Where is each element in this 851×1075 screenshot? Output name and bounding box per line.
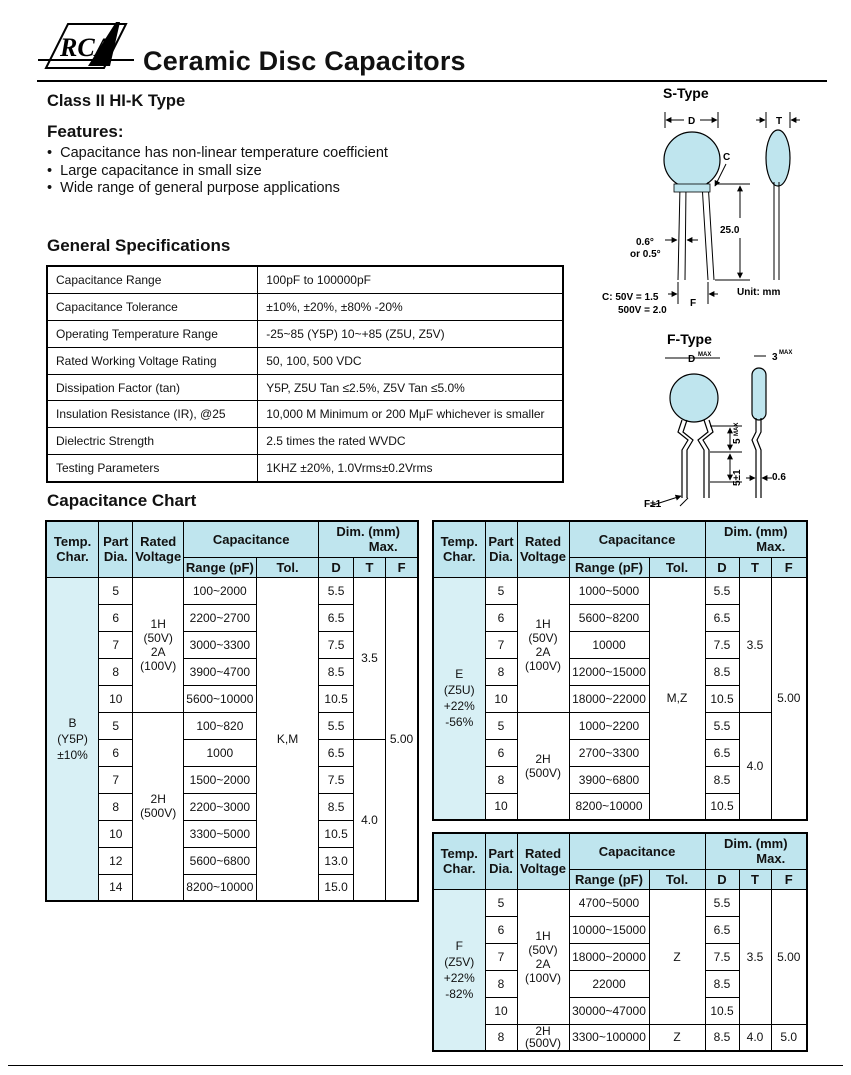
header-part-dia: Part Dia. (485, 521, 517, 577)
unit-label: Unit: mm (737, 287, 781, 298)
dim-d-cell: 10.5 (705, 685, 739, 712)
range-cell: 3000~3300 (183, 631, 256, 658)
capacitance-chart-heading: Capacitance Chart (47, 491, 197, 510)
header-d: D (319, 557, 353, 577)
s-type-lead-right (702, 182, 714, 280)
header-t: T (739, 557, 771, 577)
range-cell: 5600~6800 (183, 847, 256, 874)
header-dim: Dim. (mm) Max. (705, 833, 807, 869)
dim-f-cell: 5.00 (771, 577, 807, 820)
dim-d-cell: 6.5 (319, 604, 353, 631)
part-dia-cell: 5 (485, 889, 517, 916)
capacitance-table-b (45, 520, 419, 902)
header-rated-voltage: Rated Voltage (517, 833, 569, 889)
f-type-t-max: MAX (779, 350, 793, 356)
part-dia-cell: 7 (99, 631, 133, 658)
part-dia-cell: 6 (485, 739, 517, 766)
dim-t-cell: 4.0 (353, 739, 385, 901)
range-cell: 22000 (569, 970, 649, 997)
dim-d-cell: 5.5 (705, 889, 739, 916)
dim-d-cell: 7.5 (705, 631, 739, 658)
header-capacitance: Capacitance (569, 833, 705, 869)
spec-label: Capacitance Tolerance (47, 293, 258, 320)
part-dia-cell: 7 (485, 943, 517, 970)
range-cell: 1000 (183, 739, 256, 766)
table-row (46, 739, 418, 766)
range-cell: 12000~15000 (569, 658, 649, 685)
range-cell: 2200~3000 (183, 793, 256, 820)
header-range: Range (pF) (569, 869, 649, 889)
dim-t-cell: 3.5 (353, 577, 385, 739)
header-dim: Dim. (mm) Max. (319, 521, 418, 557)
range-cell: 8200~10000 (569, 793, 649, 820)
f-type-t-label: 3 (772, 352, 778, 363)
f-type-disc (670, 374, 718, 422)
general-specs-table (46, 265, 564, 483)
spec-label: Operating Temperature Range (47, 320, 258, 347)
s-type-title: S-Type (663, 85, 709, 101)
f-type-d-label: D (688, 354, 696, 365)
dim-t-cell: 3.5 (739, 889, 771, 1024)
spec-label: Capacitance Range (47, 266, 258, 293)
range-cell: 18000~20000 (569, 943, 649, 970)
temp-char-cell: E (Z5U) +22% -56% (433, 577, 485, 820)
s-type-lead-label-2: or 0.5° (630, 249, 661, 260)
header-range: Range (pF) (183, 557, 256, 577)
part-dia-cell: 6 (99, 604, 133, 631)
part-dia-cell: 6 (485, 604, 517, 631)
part-dia-cell: 14 (99, 874, 133, 901)
table-row (433, 889, 807, 916)
part-dia-cell: 10 (485, 793, 517, 820)
rated-voltage-cell: 1H (50V) 2A (100V) (517, 889, 569, 1024)
table-row (47, 293, 563, 320)
part-dia-cell: 8 (485, 658, 517, 685)
rated-voltage-cell: 2H (500V) (517, 1024, 569, 1051)
logo-text: RCA (60, 33, 113, 62)
f-type-title: F-Type (667, 331, 712, 347)
s-type-c-label: C (723, 152, 731, 163)
part-dia-cell: 12 (99, 847, 133, 874)
tol-cell: M,Z (649, 577, 705, 820)
f-type-d-max: MAX (698, 352, 712, 358)
header-capacitance: Capacitance (569, 521, 705, 557)
spec-label: Testing Parameters (47, 455, 258, 482)
s-type-f-label: F (690, 298, 697, 309)
range-cell: 5600~10000 (183, 685, 256, 712)
header-rated-voltage: Rated Voltage (133, 521, 184, 577)
spec-value: ±10%, ±20%, ±80% -20% (258, 293, 563, 320)
tol-cell: K,M (256, 577, 319, 901)
part-dia-cell: 10 (485, 685, 517, 712)
table-row (47, 374, 563, 401)
dim-d-cell: 6.5 (705, 604, 739, 631)
s-type-length-label: 25.0 (720, 225, 740, 236)
s-type-side-disc (766, 130, 790, 186)
part-dia-cell: 8 (485, 766, 517, 793)
spec-label: Dissipation Factor (tan) (47, 374, 258, 401)
page-subtitle: Class II HI-K Type (47, 92, 186, 110)
spec-value: Y5P, Z5U Tan ≤2.5%, Z5V Tan ≤5.0% (258, 374, 563, 401)
part-dia-cell: 10 (99, 685, 133, 712)
dim-d-cell: 10.5 (319, 820, 353, 847)
part-dia-cell: 5 (99, 712, 133, 739)
part-dia-cell: 8 (485, 1024, 517, 1051)
capacitance-table-e (432, 520, 808, 821)
s-type-disc (664, 132, 720, 188)
header-tol: Tol. (649, 869, 705, 889)
table-row (47, 455, 563, 482)
dim-d-cell: 5.5 (319, 577, 353, 604)
spec-value: 50, 100, 500 VDC (258, 347, 563, 374)
spec-value: 2.5 times the rated WVDC (258, 428, 563, 455)
range-cell: 8200~10000 (183, 874, 256, 901)
f-type-5-max: MAX (734, 422, 740, 436)
dim-d-cell: 7.5 (319, 766, 353, 793)
dim-d-cell: 8.5 (319, 658, 353, 685)
range-cell: 1500~2000 (183, 766, 256, 793)
capacitance-table-f (432, 832, 808, 1052)
range-cell: 10000~15000 (569, 916, 649, 943)
footer-divider (8, 1065, 843, 1066)
range-cell: 3300~100000 (569, 1024, 649, 1051)
rated-voltage-cell: 2H (500V) (517, 712, 569, 820)
feature-item: • Capacitance has non-linear temperature coefficient (47, 145, 388, 161)
range-cell: 1000~5000 (569, 577, 649, 604)
range-cell: 3900~4700 (183, 658, 256, 685)
s-type-t-label: T (776, 116, 783, 127)
dim-d-cell: 5.5 (705, 577, 739, 604)
dim-f-cell: 5.0 (771, 1024, 807, 1051)
table-row (433, 1024, 807, 1051)
f-type-5pm1-label: 5±1 (732, 469, 743, 486)
dim-d-cell: 10.5 (705, 997, 739, 1024)
range-cell: 10000 (569, 631, 649, 658)
dim-d-cell: 8.5 (705, 1024, 739, 1051)
header-temp-char: Temp. Char. (433, 521, 485, 577)
range-cell: 4700~5000 (569, 889, 649, 916)
dim-d-cell: 8.5 (705, 970, 739, 997)
table-row (47, 347, 563, 374)
header-d: D (705, 869, 739, 889)
range-cell: 2200~2700 (183, 604, 256, 631)
part-dia-cell: 5 (99, 577, 133, 604)
range-cell: 100~820 (183, 712, 256, 739)
part-dia-cell: 8 (485, 970, 517, 997)
header-f: F (771, 557, 807, 577)
f-type-5-label: 5 (732, 438, 743, 444)
dim-f-cell: 5.00 (771, 889, 807, 1024)
s-type-lead-left (678, 186, 686, 280)
tol-cell: Z (649, 1024, 705, 1051)
spec-value: 1KHZ ±20%, 1.0Vrms±0.2Vrms (258, 455, 563, 482)
s-type-diagram (590, 82, 830, 322)
header-range: Range (pF) (569, 557, 649, 577)
dim-d-cell: 7.5 (705, 943, 739, 970)
dim-f-cell: 5.00 (386, 577, 418, 901)
table-row (433, 577, 807, 604)
header-rated-voltage: Rated Voltage (517, 521, 569, 577)
general-specs-heading: General Specifications (47, 236, 231, 255)
f-type-f-label: F±1 (644, 499, 662, 510)
dim-d-cell: 7.5 (319, 631, 353, 658)
spec-value: 100pF to 100000pF (258, 266, 563, 293)
table-row (46, 577, 418, 604)
part-dia-cell: 8 (99, 658, 133, 685)
header-tol: Tol. (649, 557, 705, 577)
dim-d-cell: 10.5 (319, 685, 353, 712)
header-f: F (771, 869, 807, 889)
header-part-dia: Part Dia. (485, 833, 517, 889)
header-temp-char: Temp. Char. (433, 833, 485, 889)
part-dia-cell: 10 (99, 820, 133, 847)
features-list (47, 145, 388, 198)
company-logo (38, 18, 134, 70)
table-row (47, 401, 563, 428)
range-cell: 1000~2200 (569, 712, 649, 739)
spec-label: Dielectric Strength (47, 428, 258, 455)
header-f: F (386, 557, 418, 577)
feature-item: • Wide range of general purpose applications (47, 180, 340, 196)
dim-d-cell: 5.5 (705, 712, 739, 739)
part-dia-cell: 7 (485, 631, 517, 658)
spec-value: 10,000 M Minimum or 200 MμF whichever is smaller (258, 401, 563, 428)
range-cell: 30000~47000 (569, 997, 649, 1024)
part-dia-cell: 8 (99, 793, 133, 820)
f-type-side-disc (752, 368, 766, 420)
range-cell: 18000~22000 (569, 685, 649, 712)
rated-voltage-cell: 1H (50V) 2A (100V) (133, 577, 184, 712)
part-dia-cell: 7 (99, 766, 133, 793)
rated-voltage-cell: 2H (500V) (133, 712, 184, 901)
header-t: T (353, 557, 385, 577)
dim-d-cell: 8.5 (319, 793, 353, 820)
spec-value: -25~85 (Y5P) 10~+85 (Z5U, Z5V) (258, 320, 563, 347)
table-row (47, 320, 563, 347)
dim-d-cell: 6.5 (319, 739, 353, 766)
s-type-c-note: C: 50V = 1.5 (602, 292, 659, 303)
temp-char-cell: F (Z5V) +22% -82% (433, 889, 485, 1051)
header-temp-char: Temp. Char. (46, 521, 99, 577)
dim-d-cell: 6.5 (705, 916, 739, 943)
feature-item: • Large capacitance in small size (47, 162, 262, 179)
temp-char-cell: B (Y5P) ±10% (46, 577, 99, 901)
part-dia-cell: 6 (99, 739, 133, 766)
f-type-lead-label: 0.6 (772, 472, 786, 483)
s-type-c-note-2: 500V = 2.0 (618, 305, 667, 316)
features-heading: Features: (47, 122, 124, 141)
dim-t-cell: 3.5 (739, 577, 771, 712)
dim-d-cell: 6.5 (705, 739, 739, 766)
s-type-lead-label: 0.6° (636, 237, 654, 248)
tol-cell: Z (649, 889, 705, 1024)
s-type-d-label: D (688, 116, 696, 127)
table-row (47, 428, 563, 455)
page-title: Ceramic Disc Capacitors (143, 46, 466, 76)
spec-label: Insulation Resistance (IR), @25 (47, 401, 258, 428)
header-part-dia: Part Dia. (99, 521, 133, 577)
rated-voltage-cell: 1H (50V) 2A (100V) (517, 577, 569, 712)
dim-d-cell: 8.5 (705, 766, 739, 793)
range-cell: 3300~5000 (183, 820, 256, 847)
part-dia-cell: 10 (485, 997, 517, 1024)
header-d: D (705, 557, 739, 577)
dim-t-cell: 4.0 (739, 1024, 771, 1051)
part-dia-cell: 6 (485, 916, 517, 943)
header-dim: Dim. (mm) Max. (705, 521, 807, 557)
spec-label: Rated Working Voltage Rating (47, 347, 258, 374)
dim-t-cell: 4.0 (739, 712, 771, 820)
dim-d-cell: 15.0 (319, 874, 353, 901)
header-capacitance: Capacitance (183, 521, 318, 557)
dim-d-cell: 8.5 (705, 658, 739, 685)
range-cell: 2700~3300 (569, 739, 649, 766)
header-tol: Tol. (256, 557, 319, 577)
range-cell: 3900~6800 (569, 766, 649, 793)
header-t: T (739, 869, 771, 889)
dim-d-cell: 10.5 (705, 793, 739, 820)
table-row (47, 266, 563, 293)
part-dia-cell: 5 (485, 712, 517, 739)
f-type-diagram (630, 328, 830, 518)
range-cell: 5600~8200 (569, 604, 649, 631)
dim-d-cell: 5.5 (319, 712, 353, 739)
range-cell: 100~2000 (183, 577, 256, 604)
dim-d-cell: 13.0 (319, 847, 353, 874)
part-dia-cell: 5 (485, 577, 517, 604)
table-row (433, 712, 807, 739)
